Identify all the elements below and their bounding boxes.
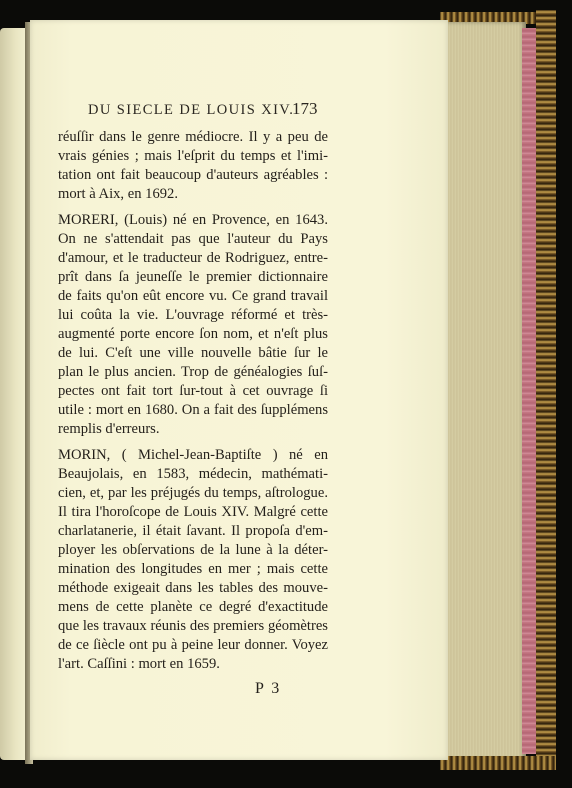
page-block-edges — [442, 22, 526, 760]
text-line: tation ont fait beaucoup d'auteurs agréables : — [58, 167, 328, 183]
facing-page-edge — [0, 28, 26, 760]
entry-heading-line: MORIN, ( Michel-Jean-Baptiſte ) né en — [58, 447, 328, 463]
text-line: ployer les obſervations de la lune à la déter- — [58, 542, 328, 558]
text-line: prît dans ſa jeuneſſe le premier dictionnaire — [58, 269, 328, 285]
text-line: réuſſir dans le genre médiocre. Il y a peu de — [58, 129, 328, 145]
binding-bottom-edge — [440, 756, 556, 770]
text-line: mination des longitudes en mer ; mais cette — [58, 561, 328, 577]
text-line: cien, et, par les préjugés du temps, aſtrologue. — [58, 485, 328, 501]
text-line: de ce ſiècle ont pu à peine leur donner. Voyez — [58, 637, 328, 653]
text-line: augmenté porte encore ſon nom, et n'eſt plus — [58, 326, 328, 342]
binding-spine-edge — [536, 10, 556, 770]
text-line: de lui. C'eſt une ville nouvelle bâtie ſur le — [58, 345, 328, 361]
text-line: charlatanerie, il était ſavant. Il propoſa d'em- — [58, 523, 328, 539]
text-line: méthode exigeait dans les tables des mouve- — [58, 580, 328, 596]
text-line: lui coûta la vie. L'ouvrage réformé et très- — [58, 307, 328, 323]
text-line: utile : mort en 1680. On a fait des ſupplémens — [58, 402, 328, 418]
text-line: On ne s'attendait pas que l'auteur du Pays — [58, 231, 328, 247]
running-head: DU SIECLE DE LOUIS XIV. — [88, 102, 295, 118]
page-number: 173 — [292, 99, 318, 118]
entry-heading-line: MORERI, (Louis) né en Provence, en 1643. — [58, 212, 328, 228]
text-line: plan le plus ancien. Trop de généalogies ſuſ- — [58, 364, 328, 380]
signature-mark: P 3 — [255, 680, 282, 697]
text-line: l'art. Caſſini : mort en 1659. — [58, 656, 220, 672]
text-line: Beaujolais, en 1583, médecin, mathémati- — [58, 466, 328, 482]
text-line: de faits qu'on eût encore vu. Ce grand travail — [58, 288, 328, 304]
text-line: remplis d'erreurs. — [58, 421, 160, 437]
text-line: Il tira l'horoſcope de Louis XIV. Malgré cette — [58, 504, 328, 520]
text-line: que les travaux réunis des premiers géomètres — [58, 618, 328, 634]
text-line: vrais génies ; mais l'eſprit du temps et l'imi- — [58, 148, 328, 164]
text-line: mens de cette planète ce degré d'exactitude — [58, 599, 328, 615]
text-line: mort à Aix, en 1692. — [58, 186, 178, 202]
text-line: d'amour, et le traducteur de Rodriguez, entre- — [58, 250, 328, 266]
text-line: pectes ont fait tort ſur-tout à cet ouvrage ſi — [58, 383, 328, 399]
